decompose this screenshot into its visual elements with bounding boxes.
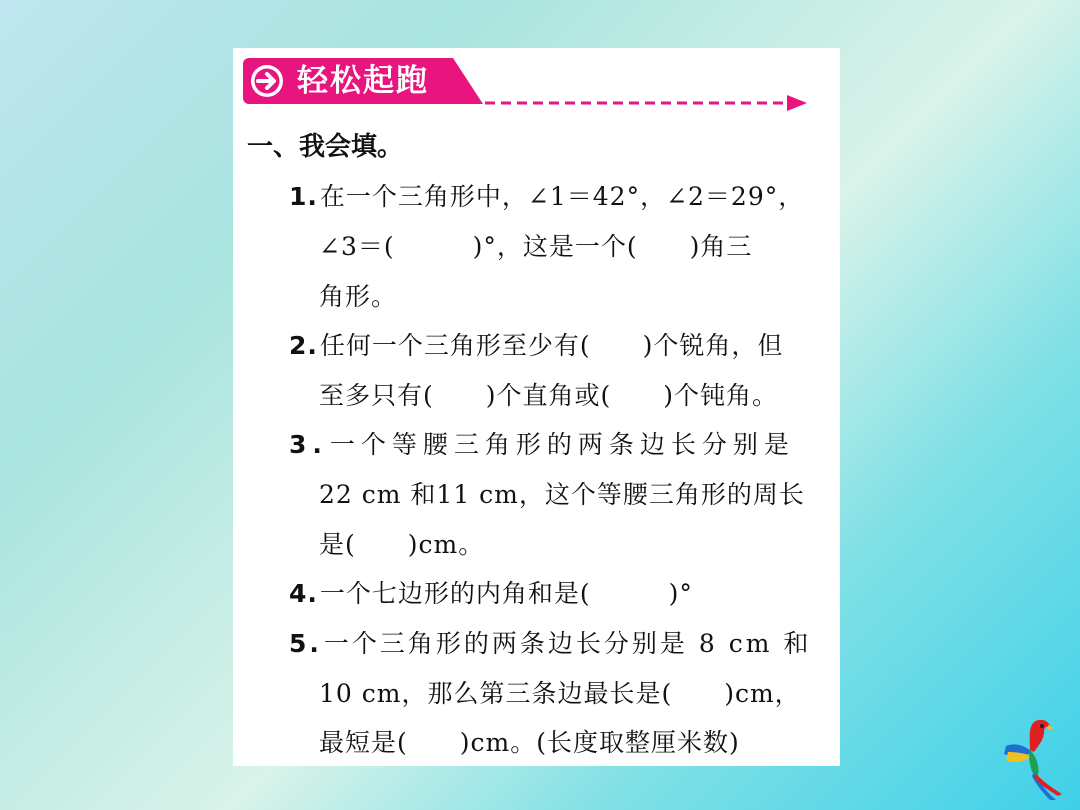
parrot-icon [1000, 716, 1066, 802]
question-5-line-3: 最短是( )cm。(长度取整厘米数) [319, 728, 740, 757]
dashed-arrow-icon [481, 92, 811, 114]
question-3-line-3: 是( )cm。 [319, 530, 485, 559]
question-5-line-2: 10 cm，那么第三条边最长是( )cm， [319, 679, 801, 708]
banner-title: 轻松起跑 [297, 63, 429, 99]
question-2-line-1 [289, 329, 783, 363]
question-number: 4. [289, 579, 318, 608]
question-number: 1. [289, 182, 318, 211]
question-text: 一个等腰三角形的两条边长分别是 [329, 430, 795, 459]
question-text: 任何一个三角形至少有( )个锐角，但 [319, 331, 784, 360]
section-title: 一、我会填。 [247, 132, 404, 162]
question-3-line-2: 22 cm 和11 cm，这个等腰三角形的周长 [319, 480, 805, 509]
question-number: 3. [289, 430, 328, 459]
question-number: 2. [289, 331, 318, 360]
question-number: 5. [289, 629, 322, 658]
question-2-line-2: 至多只有( )个直角或( )个钝角。 [319, 381, 779, 410]
question-text: 一个三角形的两条边长分别是 8 cm 和 [323, 629, 812, 658]
question-text: 在一个三角形中，∠1＝42°，∠2＝29°， [319, 182, 805, 211]
question-3-line-1 [289, 428, 795, 462]
question-1-line-1 [289, 180, 804, 214]
question-5-line-1 [289, 627, 811, 661]
question-4-line-1 [289, 577, 693, 611]
question-text: 一个七边形的内角和是( )° [319, 579, 693, 608]
section-banner [243, 58, 483, 104]
worksheet-card [233, 48, 840, 766]
arrow-right-circle-icon [249, 63, 285, 99]
question-1-line-2: ∠3＝( )°，这是一个( )角三 [319, 232, 753, 261]
question-1-line-3: 角形。 [319, 282, 398, 311]
